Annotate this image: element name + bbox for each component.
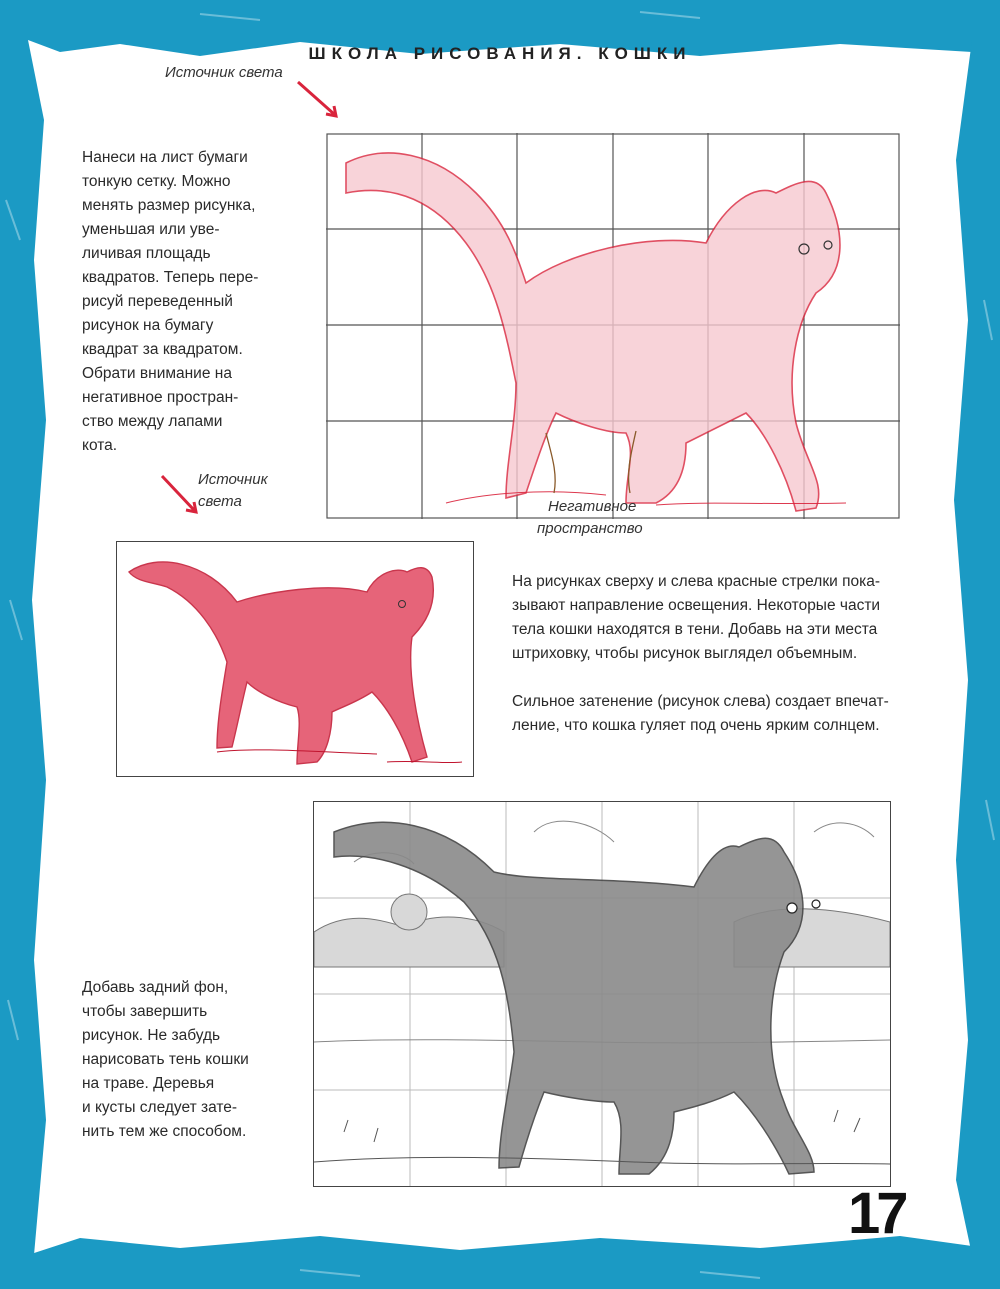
text-line: уменьшая или уве- bbox=[82, 221, 220, 238]
light-direction-arrow-icon bbox=[156, 470, 206, 520]
text-line: квадрат за квадратом. bbox=[82, 341, 243, 358]
text-line: на траве. Деревья bbox=[82, 1075, 215, 1092]
text-line: тонкую сетку. Можно bbox=[82, 173, 231, 190]
text-line: рисунок на бумагу bbox=[82, 317, 214, 334]
lighting-text-block bbox=[512, 570, 952, 738]
background-cat-drawing bbox=[313, 801, 891, 1187]
light-source-label-mid-line2: света bbox=[198, 493, 242, 510]
intro-text-block bbox=[82, 146, 302, 458]
text-line: Добавь задний фон, bbox=[82, 979, 229, 996]
shaded-cat-drawing bbox=[116, 541, 474, 777]
text-line: штриховку, чтобы рисунок выглядел объемным. bbox=[512, 645, 858, 662]
light-source-label-mid-line1: Источник bbox=[198, 471, 268, 488]
text-line: квадратов. Теперь пере- bbox=[82, 269, 259, 286]
text-line: кота. bbox=[82, 437, 118, 454]
light-source-label-top: Источник света bbox=[165, 64, 283, 81]
text-line: нарисовать тень кошки bbox=[82, 1051, 249, 1068]
page-header-title: ШКОЛА РИСОВАНИЯ. КОШКИ bbox=[308, 44, 692, 63]
text-line: рисуй переведенный bbox=[82, 293, 233, 310]
text-line: ление, что кошка гуляет под очень ярким солнцем. bbox=[512, 717, 880, 734]
text-line: На рисунках сверху и слева красные стрелки пока- bbox=[512, 573, 880, 590]
negative-space-label-line2: пространство bbox=[537, 520, 643, 537]
light-direction-arrow-icon bbox=[290, 76, 350, 126]
background-text-block bbox=[82, 976, 302, 1144]
text-line: Нанеси на лист бумаги bbox=[82, 149, 248, 166]
text-line: тела кошки находятся в тени. Добавь на эти места bbox=[512, 621, 878, 638]
text-line: личивая площадь bbox=[82, 245, 211, 262]
text-line: ство между лапами bbox=[82, 413, 223, 430]
negative-space-label-line1: Негативное bbox=[548, 498, 637, 515]
page-number: 17 bbox=[848, 1181, 905, 1246]
text-line: зывают направление освещения. Некоторые части bbox=[512, 597, 881, 614]
text-line: Обрати внимание на bbox=[82, 365, 232, 382]
text-line: нить тем же способом. bbox=[82, 1123, 247, 1140]
text-line: и кусты следует зате- bbox=[82, 1099, 238, 1116]
text-line: рисунок. Не забудь bbox=[82, 1027, 221, 1044]
text-line: чтобы завершить bbox=[82, 1003, 208, 1020]
text-line: менять размер рисунка, bbox=[82, 197, 256, 214]
text-line: негативное простран- bbox=[82, 389, 239, 406]
grid-cat-drawing bbox=[326, 133, 900, 519]
text-line: Сильное затенение (рисунок слева) создает впечат- bbox=[512, 693, 889, 710]
